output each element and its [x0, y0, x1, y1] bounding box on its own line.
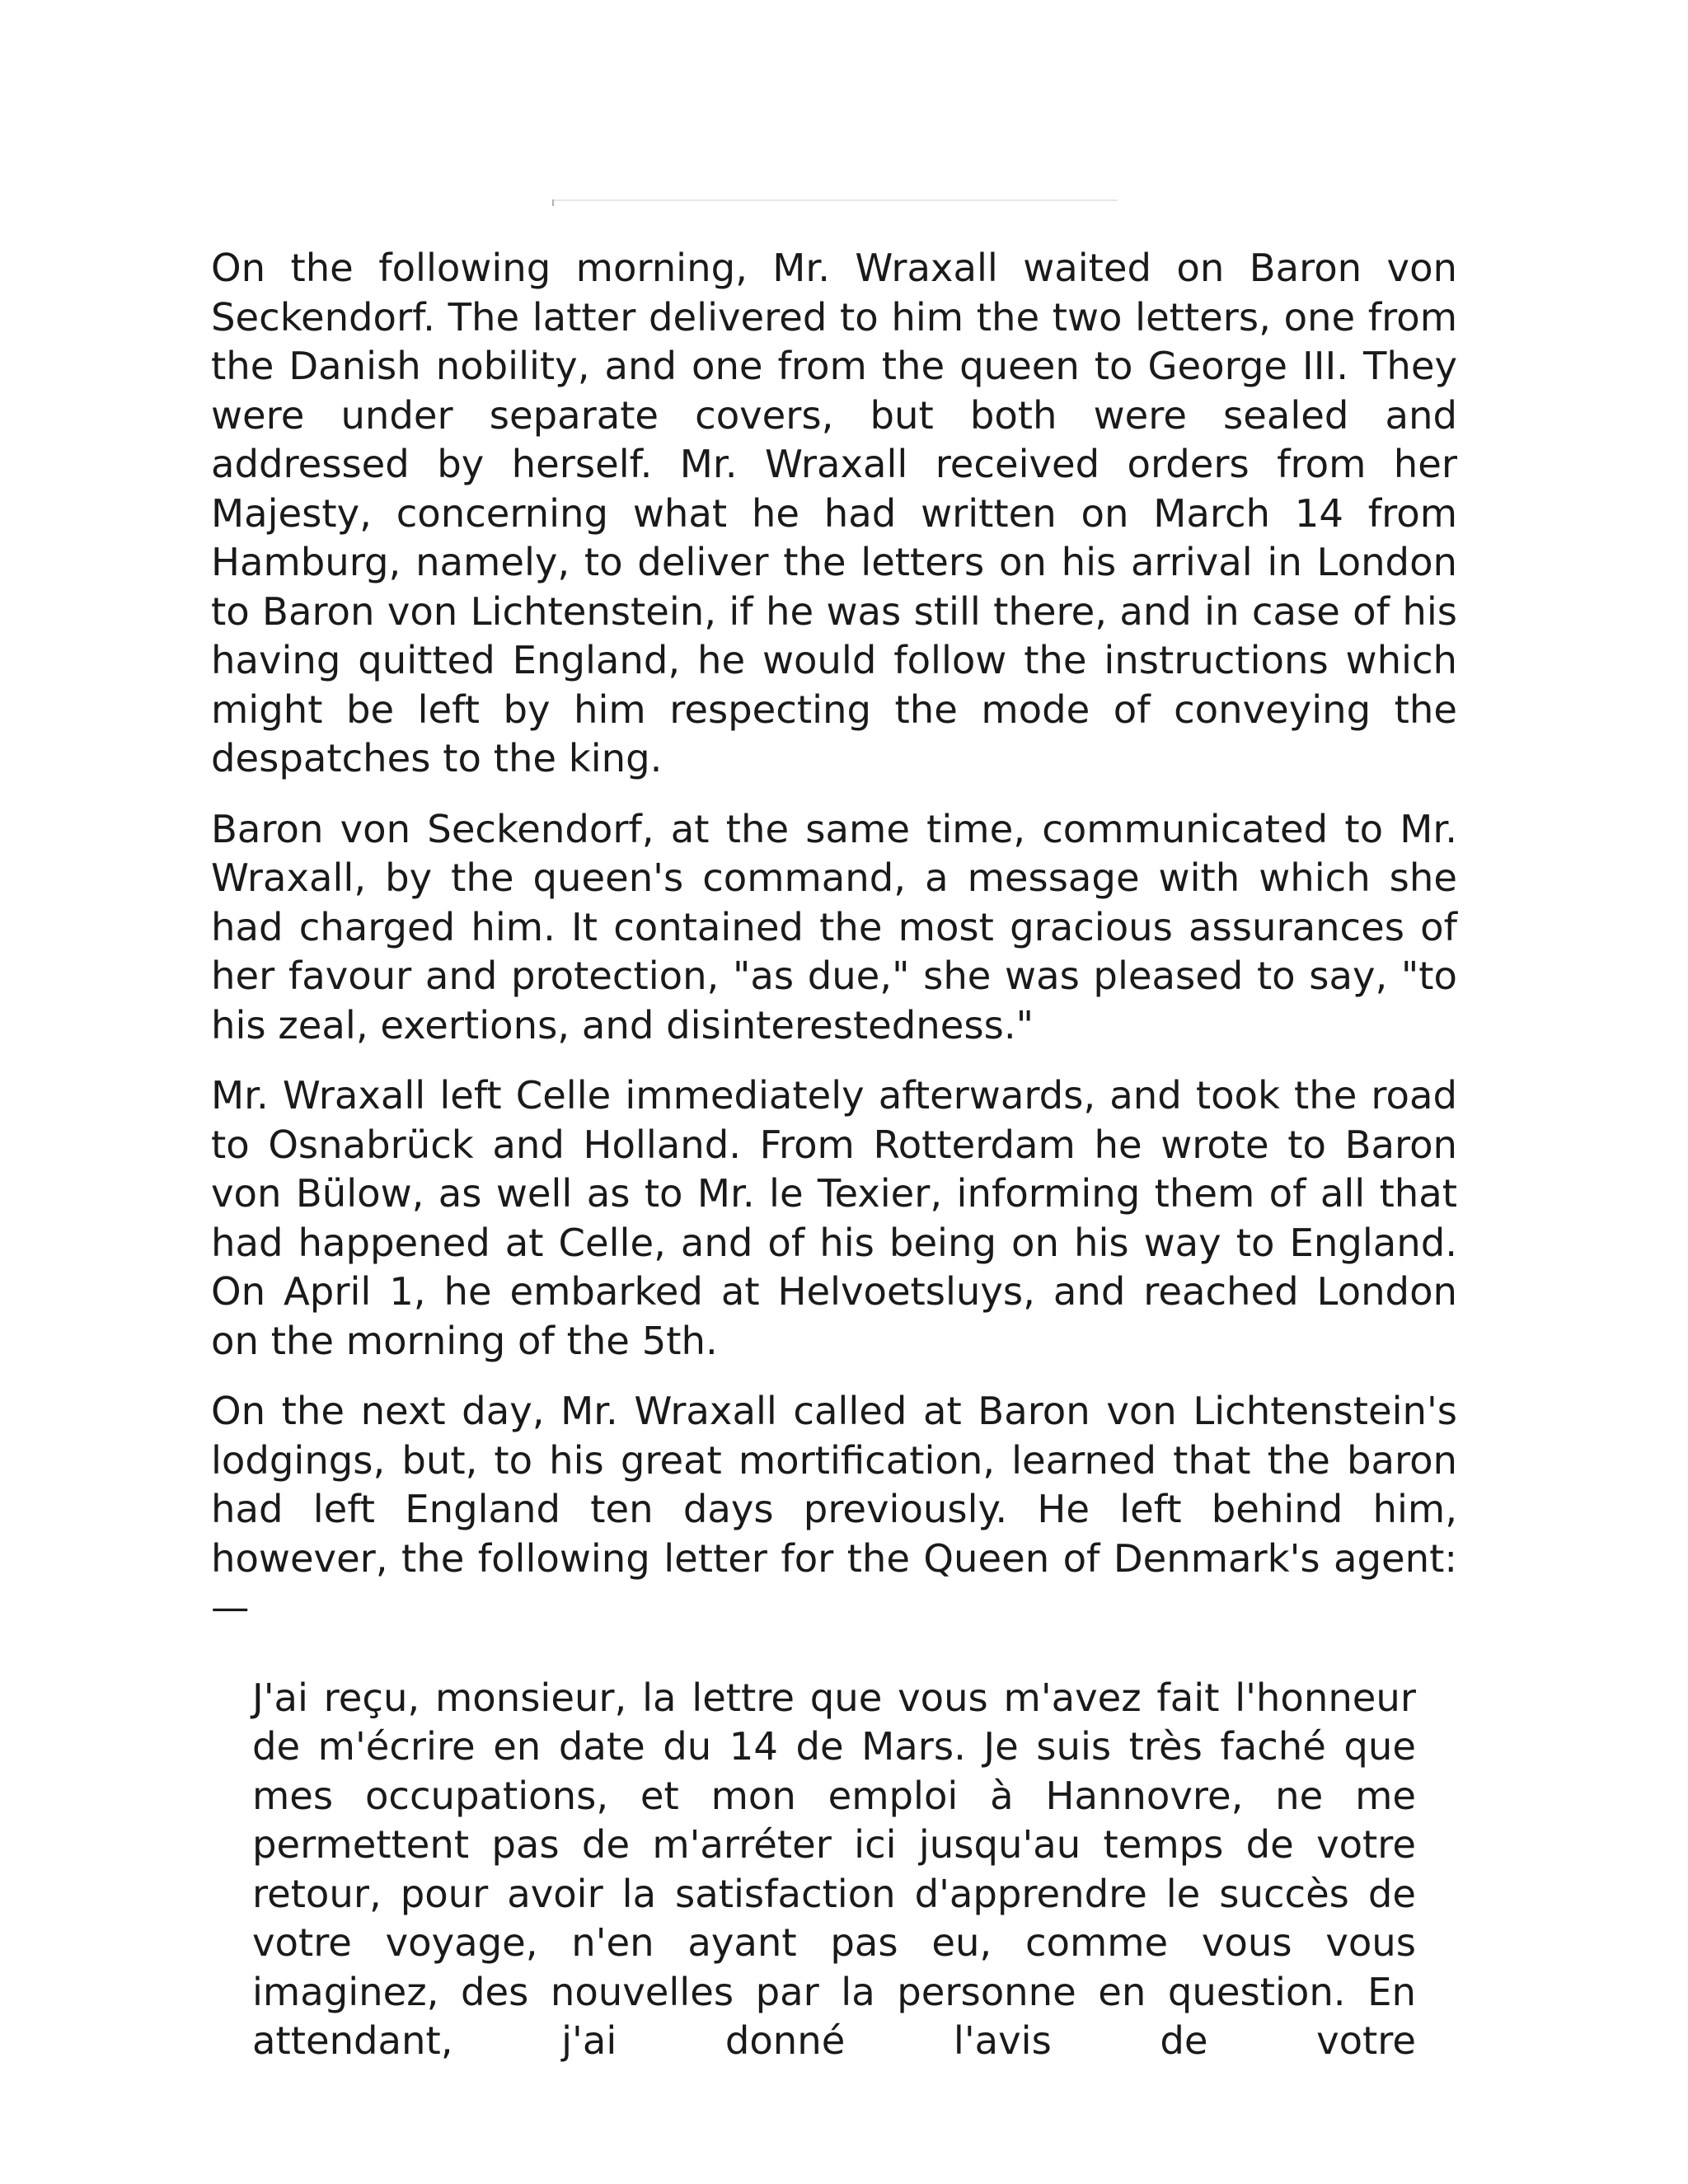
paragraph-3: Mr. Wraxall left Celle immediately afterwards, and took the road to Osnabrück and Holland. From Rotterdam he wrote to Baron von Bülow, as well as to Mr. le Texier, informing them of all that had happened at Celle, and of his being on his way to England. On April 1, he embarked at Helvoetsluys, and reached London on the morning of the 5th.	[211, 1073, 1457, 1363]
paragraph-2: Baron von Seckendorf, at the same time, communicated to Mr. Wraxall, by the queen's command, a message with which she had charged him. It contained the most gracious assurances of her favour and protection, "as due," she was pleased to say, "to his zeal, exertions, and disinterestedness."	[211, 806, 1457, 1047]
top-divider	[554, 199, 1118, 201]
paragraph-1: On the following morning, Mr. Wraxall waited on Baron von Seckendorf. The latter delivered to him the two letters, one from the Danish nobility, and one from the queen to George III. They were under separate covers, but both were sealed and addressed by herself. Mr. Wraxall received orders from her Majesty, concerning what he had written on March 14 from Hamburg, namely, to deliver the letters on his arrival in London to Baron von Lichtenstein, if he was still there, and in case of his having quitted England, he would follow the instructions which might be left by him respecting the mode of conveying the despatches to the king.	[211, 246, 1457, 780]
document-body	[211, 244, 1457, 2066]
paragraph-4: On the next day, Mr. Wraxall called at Baron von Lichtenstein's lodgings, but, to his great mortification, learned that the baron had left England ten days previously. He left behind him, however, the following letter for the Queen of Denmark's agent:—	[211, 1389, 1457, 1629]
quoted-letter: J'ai reçu, monsieur, la lettre que vous m'avez fait l'honneur de m'écrire en date du 14 de Mars. Je suis très faché que mes occupations, et mon emploi à Hannovre, ne me permettent pas de m'arréter ici jusqu'au temps de votre retour, pour avoir la satisfaction d'apprendre le succès de votre voyage, n'en ayant pas eu, comme vous vous imaginez, des nouvelles par la personne en question. En attendant, j'ai donné l'avis de votre	[252, 1675, 1416, 2063]
